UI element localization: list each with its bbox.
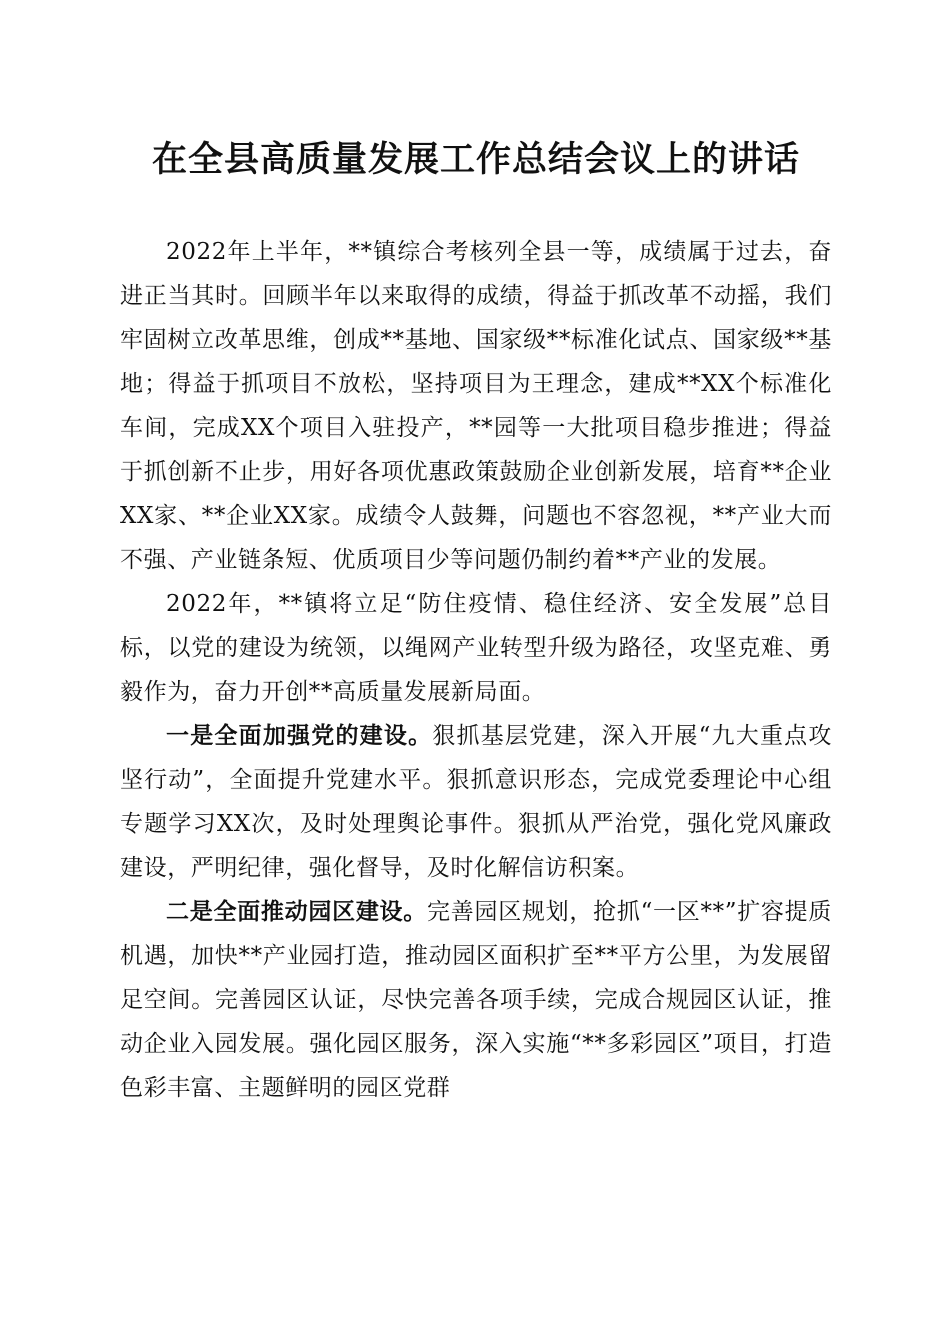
document-page: [120, 130, 832, 1110]
paragraph-1: [120, 230, 832, 582]
paragraph-lead: 一是全面加强党的建设。: [166, 722, 433, 749]
paragraph-body: 完善园区规划，抢抓“一区**”扩容提质机遇，加快**产业园打造，推动园区面积扩至**平方公里，为发展留足空间。完善园区认证，尽快完善各项手续，完成合规园区认证，推动企业入园发展。强化园区服务，深入实施“**多彩园区”项目，打造色彩丰富、主题鲜明的园区党群: [120, 899, 832, 1101]
document-title: 在全县高质量发展工作总结会议上的讲话: [151, 139, 800, 180]
paragraph-3: [120, 714, 832, 890]
paragraph-body: 2022年，**镇将立足“防住疫情、稳住经济、安全发展”总目标，以党的建设为统领，以绳网产业转型升级为路径，攻坚克难、勇毅作为，奋力开创**高质量发展新局面。: [120, 591, 832, 705]
paragraph-body: 狠抓基层党建，深入开展“九大重点攻坚行动”，全面提升党建水平。狠抓意识形态，完成党委理论中心组专题学习XX次，及时处理舆论事件。狠抓从严治党，强化党风廉政建设，严明纪律，强化督导，及时化解信访积案。: [120, 723, 832, 881]
paragraph-2: [120, 582, 832, 714]
paragraph-body: 2022年上半年，**镇综合考核列全县一等，成绩属于过去，奋进正当其时。回顾半年以来取得的成绩，得益于抓改革不动摇，我们牢固树立改革思维，创成**基地、国家级**标准化试点、国家级**基地；得益于抓项目不放松，坚持项目为王理念，建成**XX个标准化车间，完成XX个项目入驻投产，**园等一大批项目稳步推进；得益于抓创新不止步，用好各项优惠政策鼓励企业创新发展，培育**企业XX家、**企业XX家。成绩令人鼓舞，问题也不容忽视，**产业大而不强、产业链条短、优质项目少等问题仍制约着**产业的发展。: [120, 239, 832, 573]
paragraph-lead: 二是全面推动园区建设。: [166, 898, 428, 925]
paragraph-4: [120, 890, 832, 1110]
